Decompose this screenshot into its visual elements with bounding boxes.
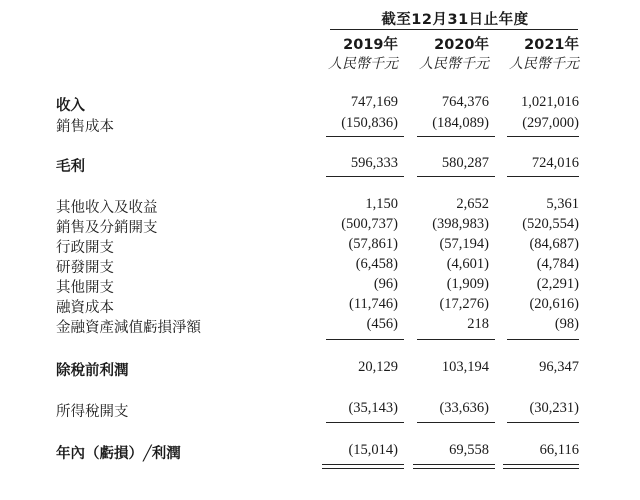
period-header: 截至12月31日止年度 <box>381 12 529 28</box>
subtotal-rule <box>507 176 579 177</box>
cell: 724,016 <box>531 155 579 171</box>
row-label-impairment: 金融資產減值虧損淨額 <box>56 320 201 336</box>
cell: 20,129 <box>358 359 398 375</box>
cell: 747,169 <box>350 94 398 110</box>
cell: (456) <box>366 316 398 332</box>
row-label-rd-expenses: 研發開支 <box>56 260 114 276</box>
cell: (98) <box>554 316 579 332</box>
subtotal-rule <box>417 339 495 340</box>
row-label-cost-of-sales: 銷售成本 <box>56 119 114 135</box>
unit-label-2021: 人民幣千元 <box>509 56 579 72</box>
year-header-2019: 2019年 <box>343 37 398 53</box>
cell: (150,836) <box>341 115 398 131</box>
subtotal-rule <box>326 339 404 340</box>
subtotal-rule <box>326 422 404 423</box>
cell: 69,558 <box>449 442 489 458</box>
total-double-rule <box>413 464 495 469</box>
cell: (35,143) <box>348 400 398 416</box>
cell: 2,652 <box>456 196 489 212</box>
row-label-admin-expenses: 行政開支 <box>56 240 114 256</box>
cell: (500,737) <box>341 216 398 232</box>
subtotal-rule <box>507 136 579 137</box>
cell: 1,021,016 <box>521 94 579 110</box>
subtotal-rule <box>507 422 579 423</box>
cell: (20,616) <box>529 296 579 312</box>
cell: (297,000) <box>522 115 579 131</box>
cell: 103,194 <box>441 359 489 375</box>
row-label-other-income: 其他收入及收益 <box>56 200 158 216</box>
row-label-selling-expenses: 銷售及分銷開支 <box>56 220 158 236</box>
period-header-rule <box>330 29 578 30</box>
row-label-net-result: 年內（虧損）╱利潤 <box>56 446 181 462</box>
cell: 596,333 <box>350 155 398 171</box>
cell: (33,636) <box>439 400 489 416</box>
unit-label-2019: 人民幣千元 <box>328 56 398 72</box>
row-label-other-expenses: 其他開支 <box>56 280 114 296</box>
cell: 764,376 <box>441 94 489 110</box>
row-label-income-tax: 所得稅開支 <box>56 404 129 420</box>
cell: (4,784) <box>536 256 579 272</box>
row-label-revenue: 收入 <box>56 98 85 114</box>
cell: 5,361 <box>546 196 579 212</box>
cell: 218 <box>467 316 489 332</box>
cell: 580,287 <box>441 155 489 171</box>
row-label-finance-costs: 融資成本 <box>56 300 114 316</box>
subtotal-rule <box>326 136 404 137</box>
cell: (15,014) <box>348 442 398 458</box>
cell: (4,601) <box>446 256 489 272</box>
subtotal-rule <box>417 422 495 423</box>
cell: (30,231) <box>529 400 579 416</box>
cell: 96,347 <box>539 359 579 375</box>
cell: (17,276) <box>439 296 489 312</box>
cell: (184,089) <box>432 115 489 131</box>
total-double-rule <box>322 464 404 469</box>
row-label-profit-before-tax: 除稅前利潤 <box>56 363 129 379</box>
cell: (398,983) <box>432 216 489 232</box>
subtotal-rule <box>507 339 579 340</box>
year-header-2020: 2020年 <box>434 37 489 53</box>
subtotal-rule <box>417 136 495 137</box>
cell: (57,194) <box>439 236 489 252</box>
total-double-rule <box>503 464 579 469</box>
cell: (11,746) <box>349 296 398 312</box>
cell: (57,861) <box>348 236 398 252</box>
cell: (2,291) <box>536 276 579 292</box>
subtotal-rule <box>326 176 404 177</box>
cell: (520,554) <box>522 216 579 232</box>
cell: 1,150 <box>365 196 398 212</box>
row-label-gross-profit: 毛利 <box>56 159 85 175</box>
cell: (6,458) <box>355 256 398 272</box>
subtotal-rule <box>417 176 495 177</box>
cell: (84,687) <box>529 236 579 252</box>
cell: (1,909) <box>446 276 489 292</box>
cell: 66,116 <box>539 442 579 458</box>
year-header-2021: 2021年 <box>524 37 579 53</box>
cell: (96) <box>373 276 398 292</box>
unit-label-2020: 人民幣千元 <box>419 56 489 72</box>
